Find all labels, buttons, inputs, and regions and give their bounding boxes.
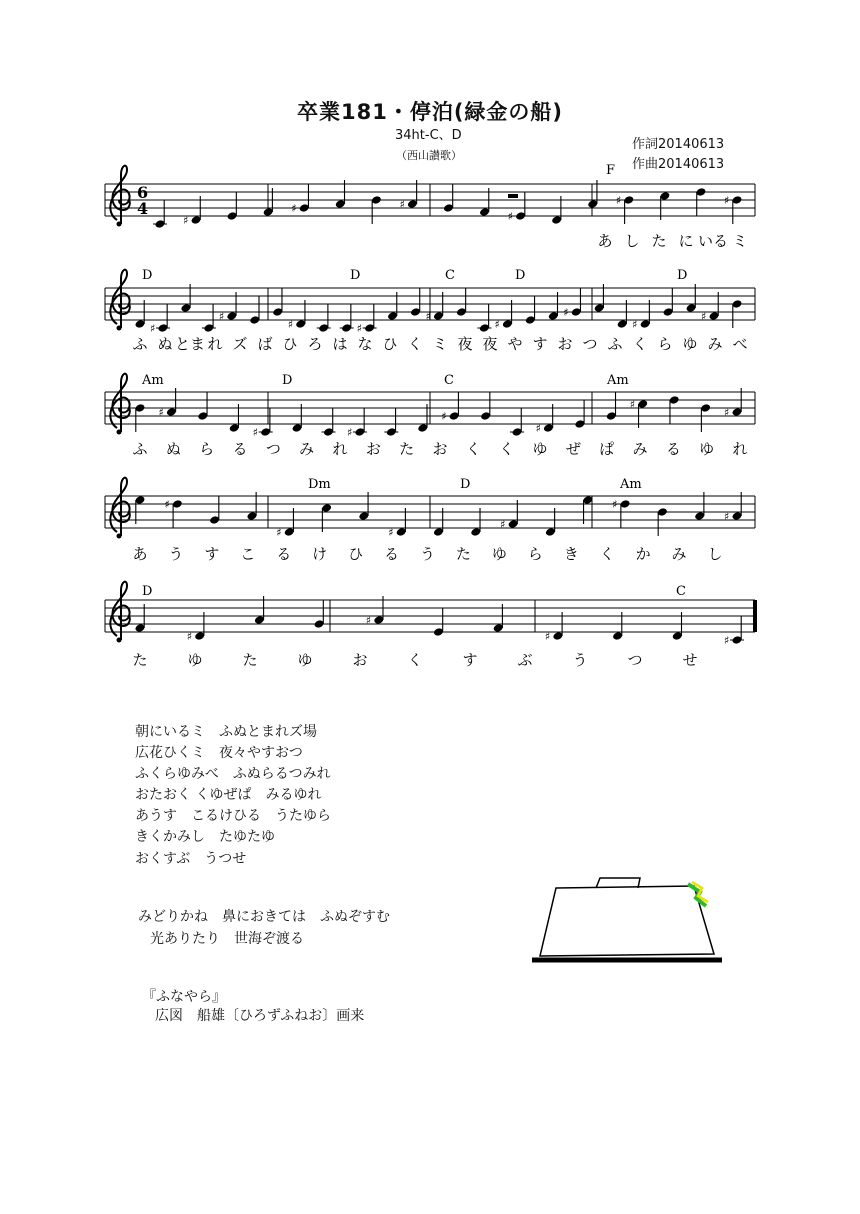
lyric-syllable: ぬ [157, 335, 173, 353]
key-subtitle: 34ht-C、D [395, 128, 462, 143]
sharp-icon: ♯ [612, 498, 618, 511]
lyric-syllable: る [232, 440, 248, 458]
chord-symbol: C [444, 373, 454, 388]
whole-rest-icon [508, 194, 518, 198]
lyric-syllable: せ [682, 651, 698, 669]
lyric-syllable: つ [627, 651, 643, 669]
sharp-icon: ♯ [494, 318, 500, 331]
lyric-syllable: け [312, 545, 328, 563]
lyric-syllable: た [651, 232, 667, 250]
sharp-icon: ♯ [724, 634, 730, 647]
chord-symbol: Am [620, 477, 642, 492]
chord-symbol: D [282, 373, 293, 388]
lyric-syllable: ふ [132, 335, 148, 353]
lyric-syllable: か [635, 545, 651, 563]
sharp-icon: ♯ [365, 614, 372, 627]
lyric-syllable: ゆ [297, 651, 313, 669]
verse-line: きくかみし たゆたゆ [135, 829, 275, 845]
lyric-syllable: ゆ [491, 545, 507, 563]
lyric-syllable: く [599, 545, 615, 563]
lyric-syllable: れ [207, 335, 223, 353]
sharp-icon: ♯ [724, 510, 730, 523]
hymn-note: （西山讃歌） [396, 149, 462, 162]
lyric-syllable: ゆ [699, 440, 715, 458]
lyric-syllable: べ [732, 335, 748, 353]
sharp-icon: ♯ [218, 310, 225, 323]
lyric-syllable: す [532, 335, 548, 353]
lyric-syllable: ろ [307, 335, 323, 353]
lyric-syllable: ら [199, 440, 215, 458]
chord-symbol: Dm [308, 477, 331, 492]
lyric-syllable: 夜 [457, 335, 473, 353]
lyric-syllable: あ [132, 545, 148, 563]
lyric-syllable: つ [265, 440, 281, 458]
sharp-icon: ♯ [252, 426, 259, 439]
lyric-syllable: く [499, 440, 515, 458]
lyric-syllable: う [572, 651, 588, 669]
sharp-icon: ♯ [287, 318, 294, 331]
lyric-syllable: いる [697, 232, 729, 250]
sharp-icon: ♯ [500, 518, 506, 531]
lyric-syllable: た [455, 545, 471, 563]
verse-line: あうす こるけひる うたゆら [135, 808, 331, 824]
sharp-icon: ♯ [724, 406, 730, 419]
lyric-syllable: ふ [132, 440, 148, 458]
sharp-icon: ♯ [629, 398, 636, 411]
sharp-icon: ♯ [507, 210, 513, 223]
treble-clef-icon [110, 166, 129, 227]
lyric-syllable: ぜ [565, 440, 581, 458]
sharp-icon: ♯ [291, 202, 297, 215]
sharp-icon: ♯ [441, 410, 447, 423]
lyric-syllable: る [384, 545, 400, 563]
lyric-syllable: く [632, 335, 648, 353]
lyric-syllable: ら [527, 545, 543, 563]
credit-body: 広図 船雄〔ひろずふねお〕画来 [155, 1008, 365, 1024]
lyric-syllable: き [563, 545, 579, 563]
lyric-syllable: れ [332, 440, 348, 458]
sharp-icon: ♯ [425, 310, 431, 323]
verse-line: 広花ひくミ 夜々やすおつ [135, 745, 303, 761]
lyric-syllable: る [665, 440, 681, 458]
credit-title: 『ふなやら』 [142, 989, 226, 1005]
verse-line: 朝にいるミ ふぬとまれズ場 [135, 724, 317, 740]
lyric-syllable: ば [257, 335, 273, 353]
lyric-syllable: う [419, 545, 436, 563]
sharp-icon: ♯ [388, 526, 394, 539]
chord-symbol: D [515, 268, 526, 283]
sharp-icon: ♯ [724, 194, 730, 207]
lyric-syllable: こ [240, 545, 256, 563]
sharp-icon: ♯ [356, 322, 362, 335]
time-signature-bottom: 4 [137, 199, 149, 218]
lyric-syllable: く [407, 651, 423, 669]
sharp-icon: ♯ [399, 198, 405, 211]
sharp-icon: ♯ [632, 318, 638, 331]
lyric-syllable: ぱ [599, 440, 615, 458]
lyric-syllable: や [507, 335, 523, 353]
chord-symbol: D [142, 584, 153, 599]
sharp-icon: ♯ [701, 310, 707, 323]
verse-line: ふくらゆみべ ふぬらるつみれ [135, 766, 331, 782]
lyric-syllable: く [465, 440, 481, 458]
lyric-syllable: ひ [382, 335, 398, 353]
lyric-syllable: ら [657, 335, 673, 353]
lyric-syllable: み [707, 335, 723, 353]
treble-clef-icon [110, 270, 129, 331]
sharp-icon: ♯ [563, 306, 569, 319]
lyric-syllable: ひ [348, 545, 364, 563]
lyric-syllable: ひ [282, 335, 298, 353]
treble-clef-icon [110, 582, 129, 643]
lyric-syllable: ぶ [517, 651, 533, 669]
sharp-icon: ♯ [186, 630, 193, 643]
lyric-syllable: う [168, 545, 184, 563]
lyric-syllable: つ [582, 335, 598, 353]
lyric-syllable: し [707, 545, 723, 563]
lyric-syllable: く [407, 335, 423, 353]
chord-symbol: D [460, 477, 471, 492]
lyric-syllable: お [352, 651, 368, 669]
lyric-syllable: お [365, 440, 381, 458]
lyric-syllable: ゆ [187, 651, 203, 669]
chord-symbol: D [142, 268, 153, 283]
lyric-syllable: み [671, 545, 687, 563]
lyric-syllable: ミ [432, 335, 448, 353]
lyric-syllable: 夜 [482, 335, 498, 353]
lyric-syllable: し [624, 232, 640, 250]
chord-symbol: Am [142, 373, 164, 388]
lyric-syllable: す [204, 545, 220, 563]
sharp-icon: ♯ [346, 426, 353, 439]
chord-symbol: C [445, 268, 455, 283]
lyric-syllable: ゆ [682, 335, 698, 353]
sharp-icon: ♯ [615, 194, 622, 207]
lyric-syllable: あ [597, 232, 613, 250]
sharp-icon: ♯ [276, 526, 282, 539]
sharp-icon: ♯ [164, 498, 170, 511]
treble-clef-icon [110, 478, 129, 539]
time-signature-top: 6 [137, 183, 149, 202]
lyric-syllable: ゆ [532, 440, 548, 458]
chord-symbol: F [606, 163, 616, 178]
lyric-syllable: ぬ [165, 440, 181, 458]
lyricist-credit: 作詞20140613 [632, 137, 725, 152]
lyric-syllable: お [557, 335, 573, 353]
lyric-syllable: とま [174, 335, 206, 353]
treble-clef-icon [110, 374, 129, 435]
chord-symbol: C [676, 584, 686, 599]
lyric-syllable: ミ [732, 232, 748, 250]
sharp-icon: ♯ [183, 214, 189, 227]
composer-credit: 作曲20140613 [632, 157, 725, 172]
lyric-syllable: お [432, 440, 448, 458]
lyric-syllable: に [678, 232, 694, 250]
sharp-icon: ♯ [149, 322, 156, 335]
lyric-syllable: た [399, 440, 415, 458]
lyric-syllable: み [299, 440, 315, 458]
chord-symbol: D [677, 268, 688, 283]
sharp-icon: ♯ [158, 406, 164, 419]
page-title: 卒業181・停泊(緑金の船) [296, 100, 564, 124]
lyric-syllable: ズ [232, 335, 248, 353]
sharp-icon: ♯ [544, 630, 551, 643]
lyric-syllable: ふ [607, 335, 623, 353]
lyric-syllable: な [357, 335, 373, 353]
verse-line: おたおく くゆぜぱ みるゆれ [135, 787, 322, 803]
poem-line-1: みどりかね 鼻におきては ふぬぞすむ [138, 909, 390, 925]
leaf-icon [688, 882, 708, 906]
ship-drawing [528, 872, 728, 968]
lyric-syllable: は [332, 335, 348, 353]
lyric-syllable: れ [732, 440, 748, 458]
chord-symbol: D [350, 268, 361, 283]
poem-line-2: 光ありたり 世海ぞ渡る [150, 931, 304, 947]
verse-line: おくすぶ うつせ [135, 851, 247, 867]
lyric-syllable: る [276, 545, 292, 563]
lyric-syllable: た [242, 651, 258, 669]
lyric-syllable: み [632, 440, 648, 458]
ship-hull [540, 886, 714, 956]
sharp-icon: ♯ [535, 422, 541, 435]
lyric-syllable: す [462, 651, 478, 669]
lyric-syllable: た [132, 651, 148, 669]
chord-symbol: Am [607, 373, 629, 388]
